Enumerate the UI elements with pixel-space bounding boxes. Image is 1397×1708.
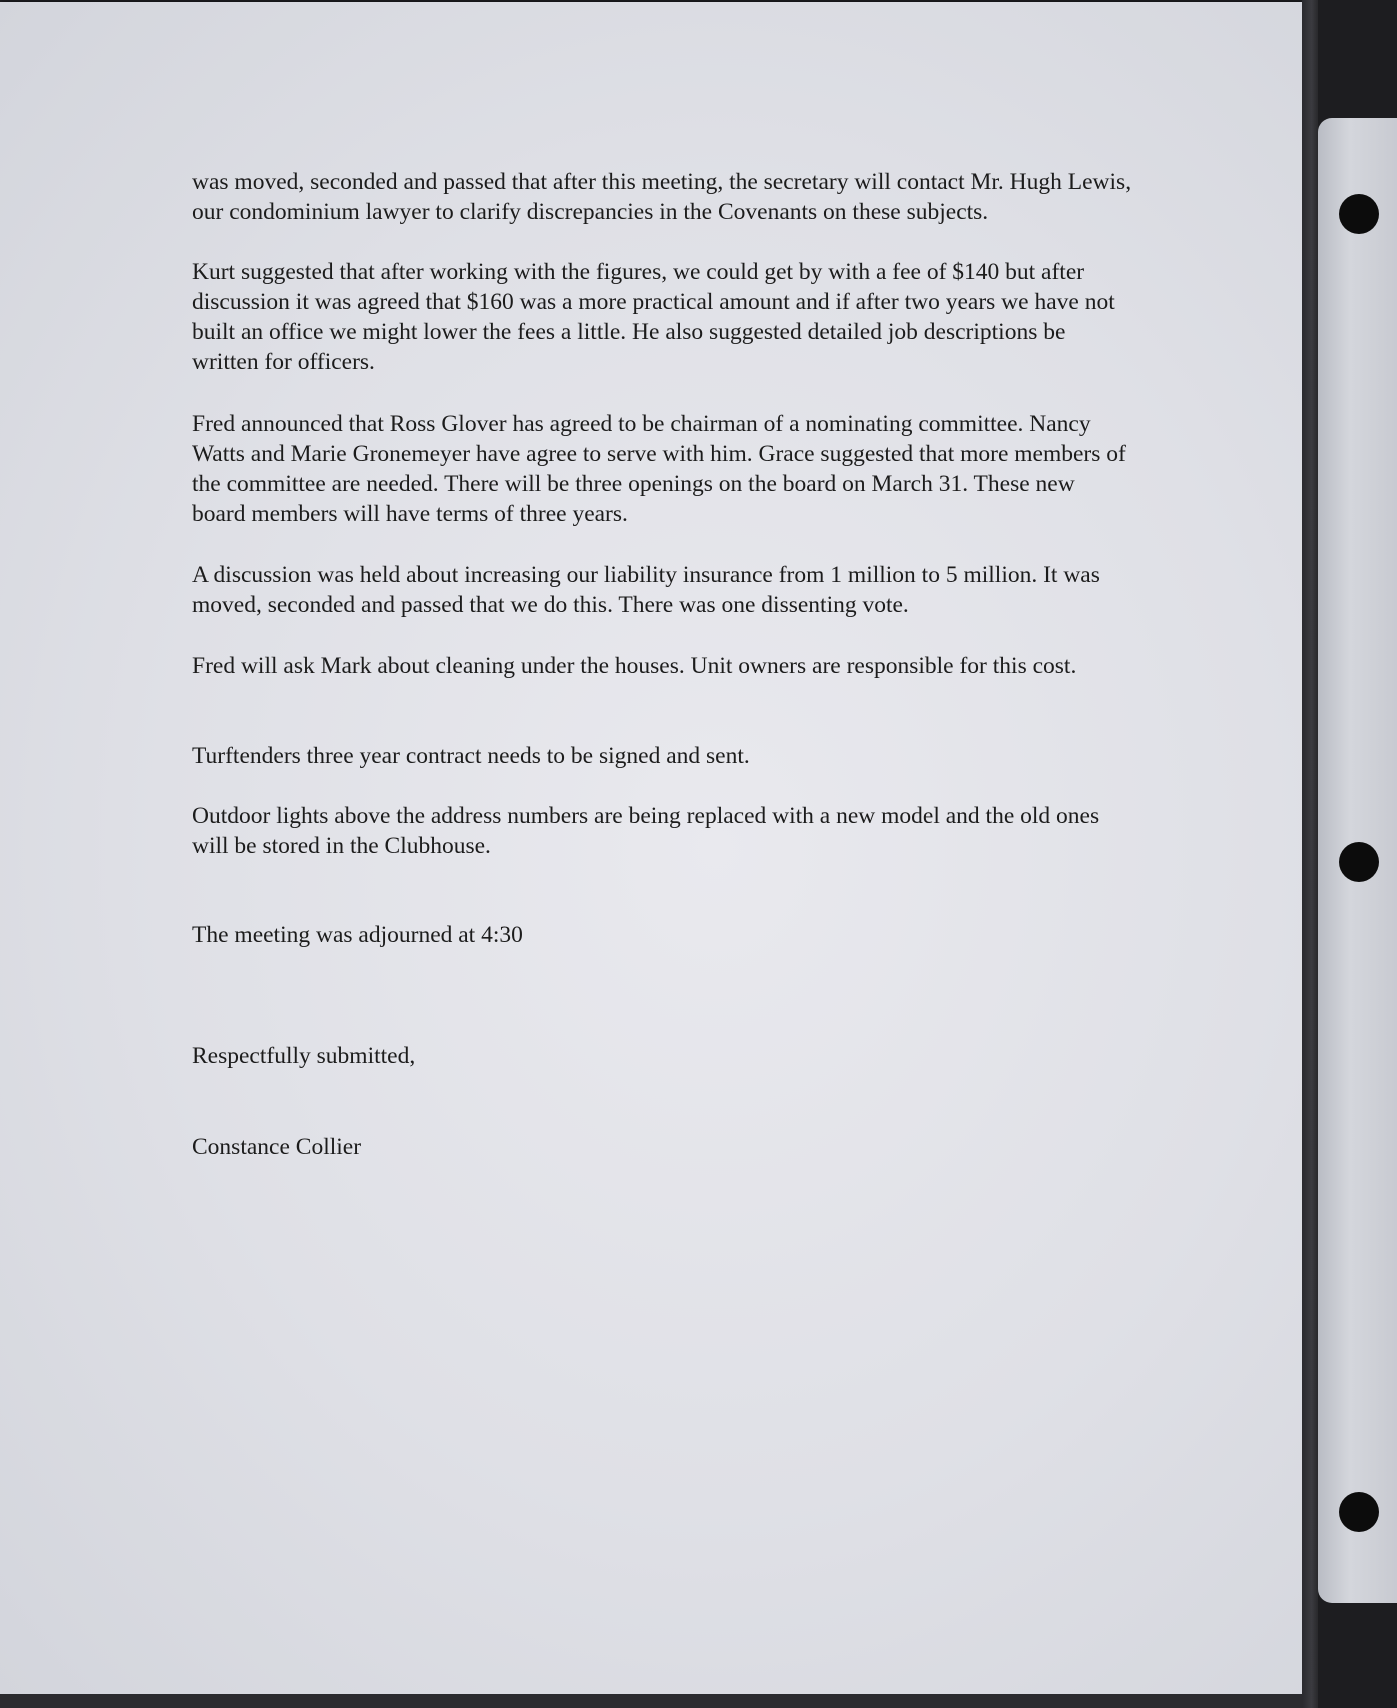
paragraph-text: Outdoor lights above the address numbers are being replaced with a new model and the old ones will be stored in the Clubhouse. [192,803,1100,859]
signature-line [192,1132,1132,1162]
adjournment-line [192,920,1132,950]
document-page [0,2,1302,1694]
paragraph-covenants [192,167,1132,227]
punch-hole-top [1339,194,1379,234]
binder-edge [1302,0,1318,1708]
paragraph-outdoor-lights [192,801,1132,861]
paragraph-text: A discussion was held about increasing our liability insurance from 1 million to 5 million. It was moved, seconded and passed that we do this. There was one dissenting vote. [192,562,1100,618]
paragraph-text: was moved, seconded and passed that after this meeting, the secretary will contact Mr. Hugh Lewis, our condominium lawyer to clarify discrepancies in the Covenants on these subjects. [192,169,1132,225]
punch-hole-bottom [1339,1492,1379,1532]
paragraph-nominating-committee [192,409,1132,529]
paragraph-cleaning [192,651,1132,681]
closing-line [192,1041,1132,1071]
closing-text: Respectfully submitted, [192,1043,416,1069]
bottom-edge [0,1694,1302,1708]
punch-hole-middle [1339,842,1379,882]
paragraph-fee [192,257,1132,377]
signature-text: Constance Collier [192,1134,362,1160]
paragraph-text: Kurt suggested that after working with the figures, we could get by with a fee of $140 but after discussion it was agreed that $160 was a more practical amount and if after two years we have not built an office we might lower the fees a little. He also suggested detailed job descriptions be written for officers. [192,259,1115,375]
paragraph-turftenders [192,741,1132,771]
paragraph-text: Fred announced that Ross Glover has agreed to be chairman of a nominating committee. Nancy Watts and Marie Gronemeyer have agree to serve with him. Grace suggested that more members of the committee are needed. There will be three openings on the board on March 31. These new board members will have terms of three years. [192,411,1126,527]
adjournment-text: The meeting was adjourned at 4:30 [192,922,523,948]
paragraph-text: Fred will ask Mark about cleaning under the houses. Unit owners are responsible for this cost. [192,653,1077,679]
paragraph-liability-insurance [192,560,1132,620]
paragraph-text: Turftenders three year contract needs to be signed and sent. [192,743,750,769]
